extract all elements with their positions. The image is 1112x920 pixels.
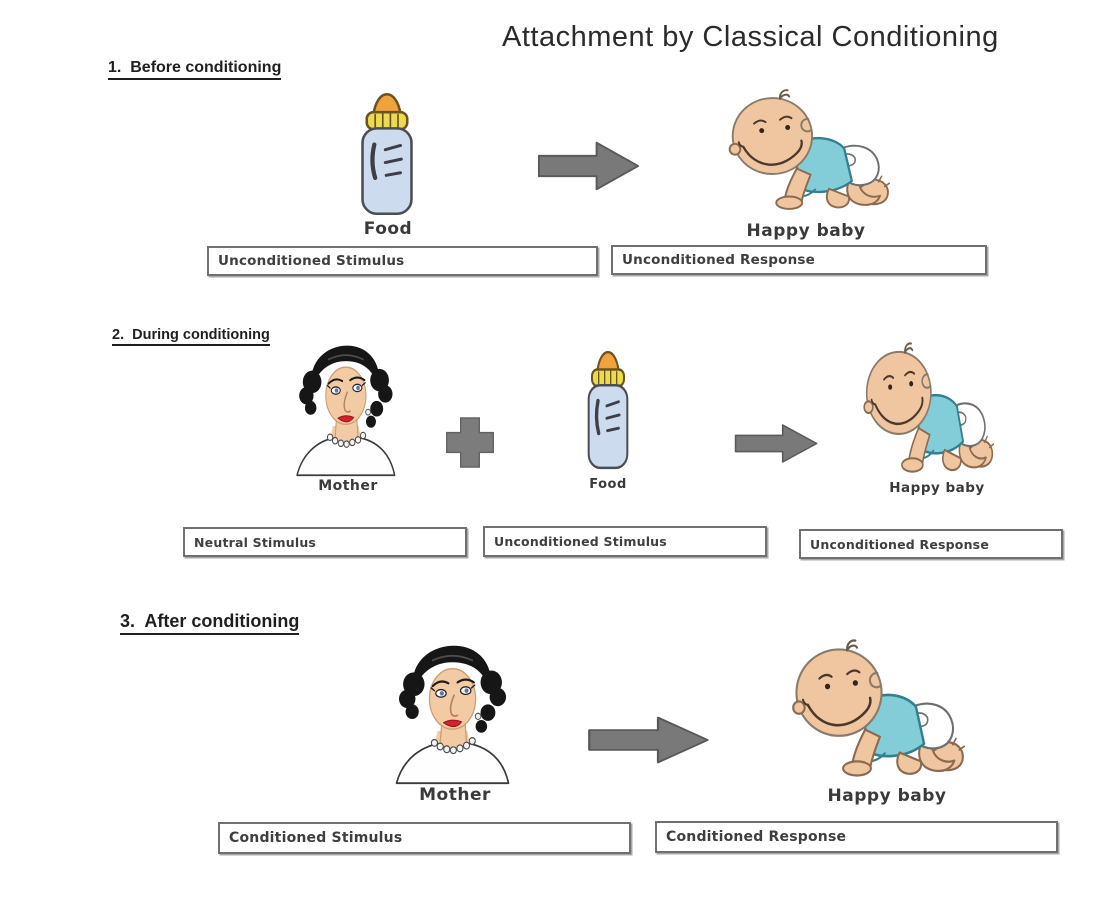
baby-bottle-icon — [349, 90, 425, 218]
baby-bottle-icon — [578, 348, 638, 472]
label-box-unconditioned-response: Unconditioned Response — [799, 529, 1063, 559]
happy-baby-icon — [785, 638, 965, 779]
right-arrow-icon — [537, 139, 641, 193]
mother-icon — [287, 343, 409, 477]
page-title: Attachment by Classical Conditioning — [502, 21, 999, 53]
mother-icon — [385, 643, 525, 785]
section-1-heading: 1. Before conditioning — [108, 59, 281, 80]
happy-baby-icon — [858, 341, 994, 475]
right-arrow-icon — [734, 422, 819, 465]
mother-caption: Mother — [318, 478, 378, 494]
label-box-unconditioned-stimulus: Unconditioned Stimulus — [483, 526, 767, 557]
label-box-conditioned-stimulus: Conditioned Stimulus — [218, 822, 631, 854]
label-box-unconditioned-stimulus: Unconditioned Stimulus — [207, 246, 598, 276]
right-arrow-icon — [587, 714, 711, 766]
food-caption: Food — [363, 219, 413, 239]
section-3-heading: 3. After conditioning — [120, 611, 299, 635]
label-box-conditioned-response: Conditioned Response — [655, 821, 1058, 853]
happy-baby-caption: Happy baby — [889, 480, 985, 496]
label-box-neutral-stimulus: Neutral Stimulus — [183, 527, 467, 557]
happy-baby-caption: Happy baby — [746, 221, 866, 241]
section-2-heading: 2. During conditioning — [112, 327, 270, 346]
plus-icon — [443, 414, 497, 471]
label-box-unconditioned-response: Unconditioned Response — [611, 245, 987, 275]
mother-caption: Mother — [419, 785, 491, 805]
happy-baby-icon — [722, 88, 890, 212]
happy-baby-caption: Happy baby — [827, 786, 947, 806]
food-caption: Food — [589, 477, 627, 492]
